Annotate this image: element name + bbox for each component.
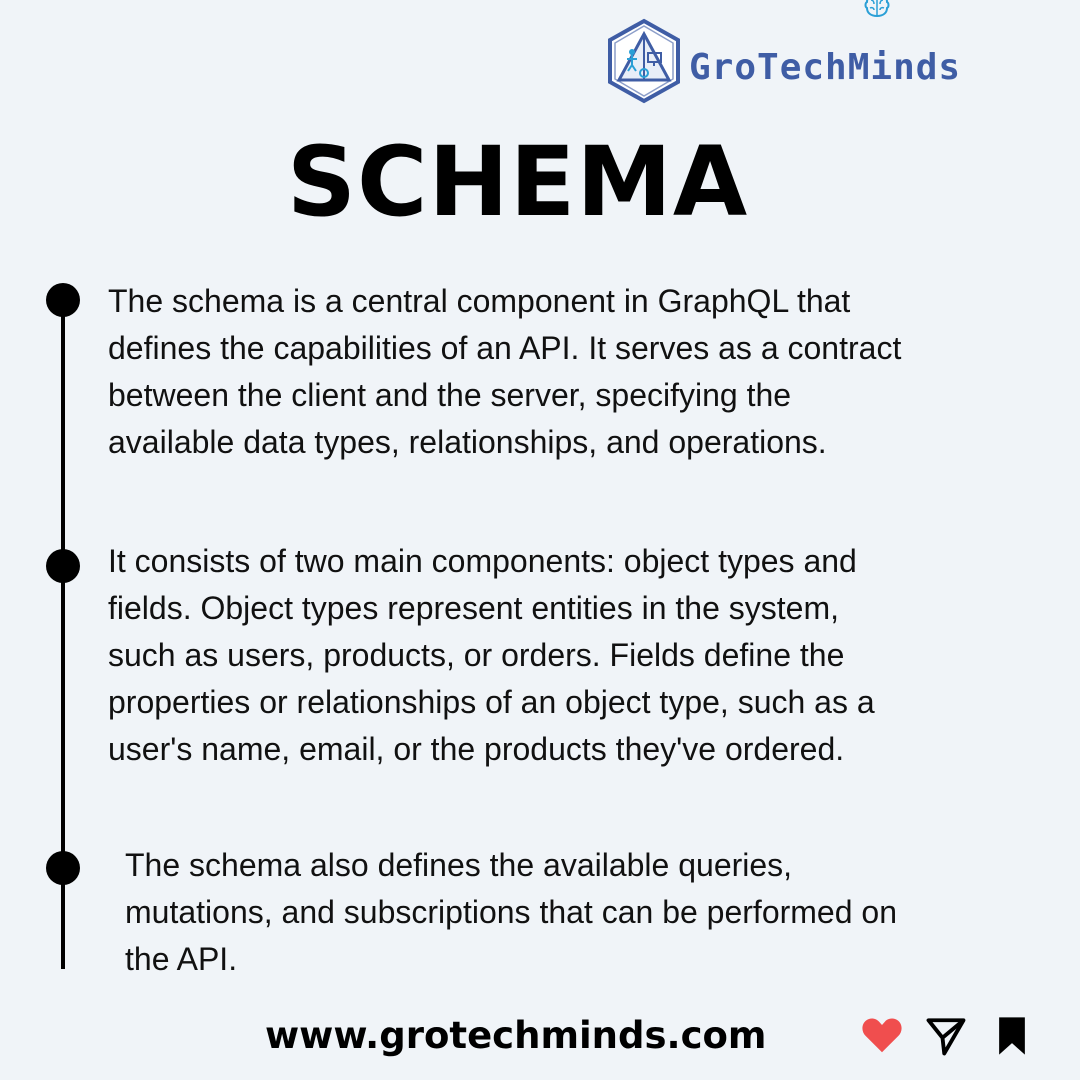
text-line: It consists of two main components: object types and [108, 543, 857, 579]
timeline-dot [46, 283, 80, 317]
text-line: The schema also defines the available queries, [125, 847, 793, 883]
timeline-dot [46, 851, 80, 885]
brain-icon [862, 0, 892, 20]
timeline-dot [46, 549, 80, 583]
text-line: available data types, relationships, and operations. [108, 424, 827, 460]
text-line: such as users, products, or orders. Fields define the [108, 637, 845, 673]
text-line: fields. Object types represent entities in the system, [108, 590, 839, 626]
text-line: the API. [125, 941, 238, 977]
website-link[interactable]: www.grotechminds.com [265, 1014, 767, 1057]
bookmark-icon[interactable] [996, 1016, 1028, 1056]
text-line: mutations, and subscriptions that can be performed on [125, 894, 897, 930]
brand-logo [607, 18, 961, 104]
text-line: The schema is a central component in GraphQL that [108, 283, 851, 319]
heart-icon[interactable] [860, 1016, 904, 1054]
text-line: properties or relationships of an object type, such as a [108, 684, 875, 720]
triangle-shield-logo-icon [607, 18, 681, 104]
point-paragraph [108, 538, 875, 773]
page-title: SCHEMA [286, 126, 749, 238]
point-paragraph [125, 842, 897, 983]
text-line: defines the capabilities of an API. It serves as a contract [108, 330, 902, 366]
point-paragraph [108, 278, 901, 466]
text-line: user's name, email, or the products they've ordered. [108, 731, 845, 767]
text-line: between the client and the server, specifying the [108, 377, 792, 413]
send-icon[interactable] [925, 1015, 967, 1057]
brand-name: GroTechMinds [689, 46, 962, 88]
